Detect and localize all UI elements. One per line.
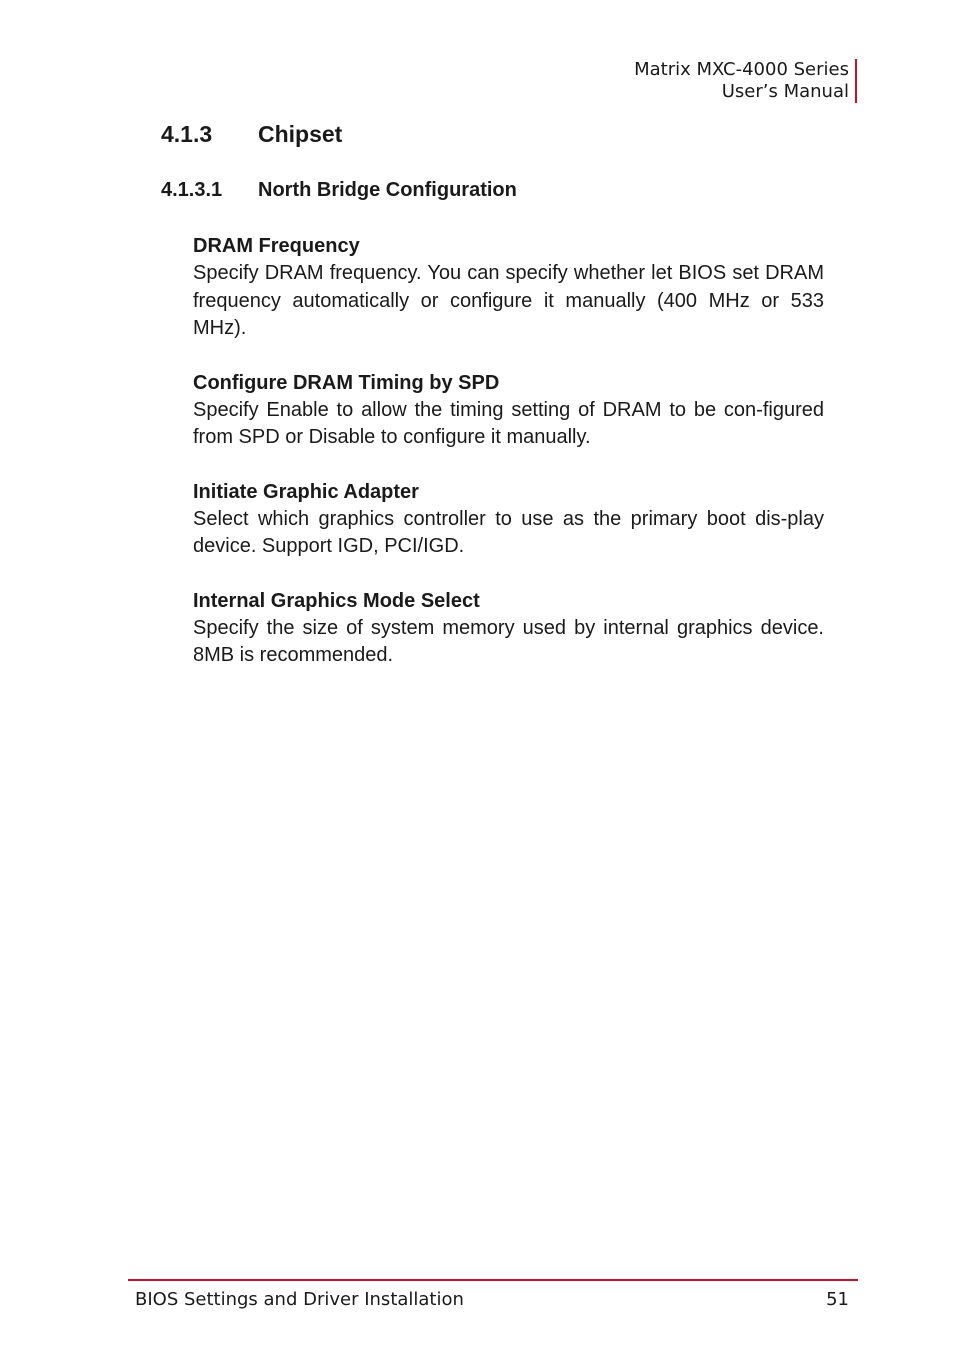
- setting-title: DRAM Frequency: [193, 235, 360, 257]
- setting-title: Initiate Graphic Adapter: [193, 480, 419, 503]
- settings-list: [193, 232, 824, 696]
- subsection-title: North Bridge Configuration: [258, 179, 517, 201]
- page-number: 51: [826, 1289, 849, 1310]
- setting-item-graphic-adapter: [193, 478, 824, 561]
- setting-item-dram-timing: [193, 369, 824, 452]
- footer-divider: [128, 1279, 858, 1281]
- setting-description: Specify DRAM frequency. You can specify whether let BIOS set DRAM frequency automatically or configure it manually (400 MHz or 533 MHz).: [193, 262, 824, 339]
- header-product-name: Matrix MXC-4000 Series: [634, 59, 849, 80]
- header-manual-title: User’s Manual: [721, 81, 849, 102]
- section-title: Chipset: [258, 121, 343, 147]
- subsection-heading: [161, 179, 517, 202]
- setting-description: Specify the size of system memory used by internal graphics device. 8MB is recommended.: [193, 616, 824, 666]
- setting-item-graphics-mode: [193, 587, 824, 670]
- footer-chapter-title: BIOS Settings and Driver Installation: [135, 1289, 464, 1310]
- setting-description: Select which graphics controller to use as the primary boot dis-play device. Support IGD, PCI/IGD.: [193, 507, 824, 557]
- setting-title: Configure DRAM Timing by SPD: [193, 371, 500, 394]
- section-number: 4.1.3: [161, 121, 213, 147]
- subsection-number: 4.1.3.1: [161, 179, 223, 201]
- setting-description: Specify Enable to allow the timing setting of DRAM to be con-figured from SPD or Disable to configure it manually.: [193, 398, 824, 448]
- setting-item-dram-frequency: [193, 232, 824, 343]
- section-heading: [161, 121, 342, 148]
- setting-title: Internal Graphics Mode Select: [193, 589, 480, 612]
- page-header: [634, 59, 857, 103]
